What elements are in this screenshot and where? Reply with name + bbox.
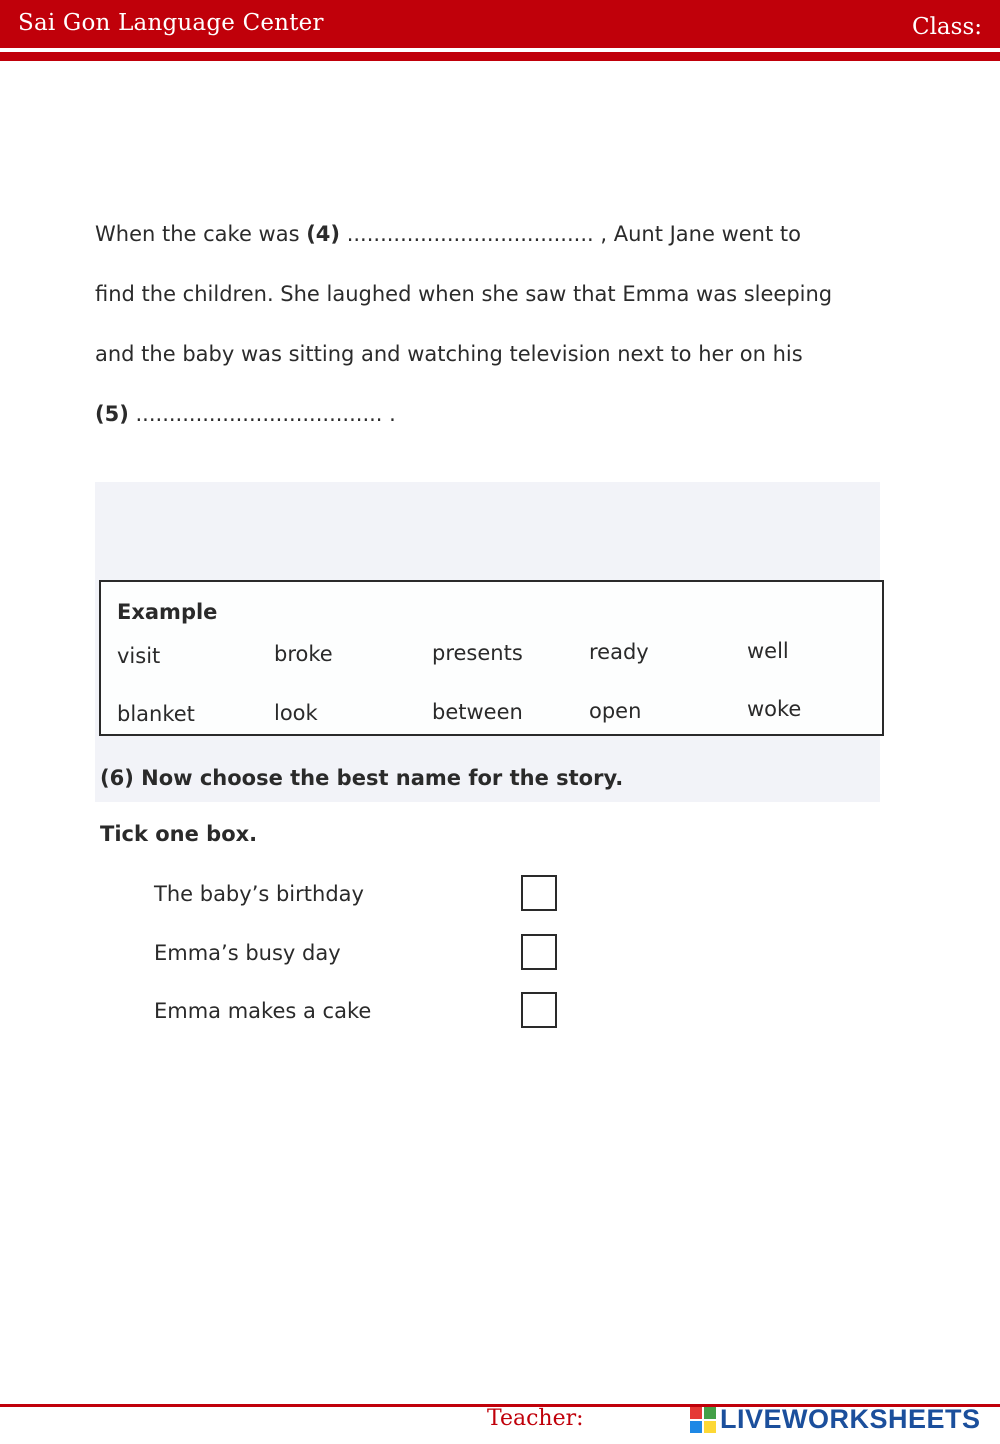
- liveworksheets-icon: [690, 1407, 716, 1433]
- passage-line-1-end: , Aunt Jane went to: [593, 222, 801, 246]
- word-broke: broke: [274, 642, 333, 666]
- question-number-4: (4): [306, 222, 341, 246]
- word-visit: visit: [117, 644, 161, 668]
- checkbox-babys-birthday[interactable]: [521, 875, 557, 911]
- word-open: open: [589, 699, 642, 723]
- checkbox-emmas-busy-day[interactable]: [521, 934, 557, 970]
- example-heading: Example: [117, 600, 218, 624]
- word-ready: ready: [589, 640, 649, 664]
- center-name: Sai Gon Language Center: [18, 10, 324, 36]
- tick-instruction: Tick one box.: [100, 822, 258, 846]
- word-blanket: blanket: [117, 702, 195, 726]
- teacher-label: Teacher:: [487, 1406, 584, 1431]
- word-woke: woke: [747, 697, 802, 721]
- liveworksheets-text: LIVEWORKSHEETS: [720, 1404, 981, 1434]
- checkbox-emma-makes-cake[interactable]: [521, 992, 557, 1028]
- word-box: [99, 580, 884, 736]
- passage-line-1-start: When the cake was: [95, 222, 307, 246]
- header-divider: [0, 52, 1000, 61]
- word-well: well: [747, 639, 789, 663]
- word-look: look: [274, 701, 318, 725]
- passage-line-1: [95, 222, 801, 246]
- option-babys-birthday: The baby’s birthday: [154, 882, 364, 906]
- passage-line-4-end: .: [382, 402, 396, 426]
- word-presents: presents: [432, 641, 523, 665]
- question-6-prompt: (6) Now choose the best name for the story.: [100, 766, 624, 790]
- passage-line-2: find the children. She laughed when she saw that Emma was sleeping: [95, 282, 833, 306]
- question-number-5: (5): [95, 402, 129, 426]
- word-between: between: [432, 700, 523, 724]
- liveworksheets-logo[interactable]: [690, 1404, 981, 1435]
- option-emmas-busy-day: Emma’s busy day: [154, 941, 341, 965]
- header-bar: [0, 0, 1000, 48]
- answer-blank-4[interactable]: .....................................: [340, 222, 594, 246]
- class-label: Class:: [911, 14, 982, 40]
- passage-line-3: and the baby was sitting and watching television next to her on his: [95, 342, 803, 366]
- answer-blank-5[interactable]: .....................................: [128, 402, 383, 426]
- option-emma-makes-cake: Emma makes a cake: [154, 999, 372, 1023]
- passage-line-4: [95, 402, 396, 426]
